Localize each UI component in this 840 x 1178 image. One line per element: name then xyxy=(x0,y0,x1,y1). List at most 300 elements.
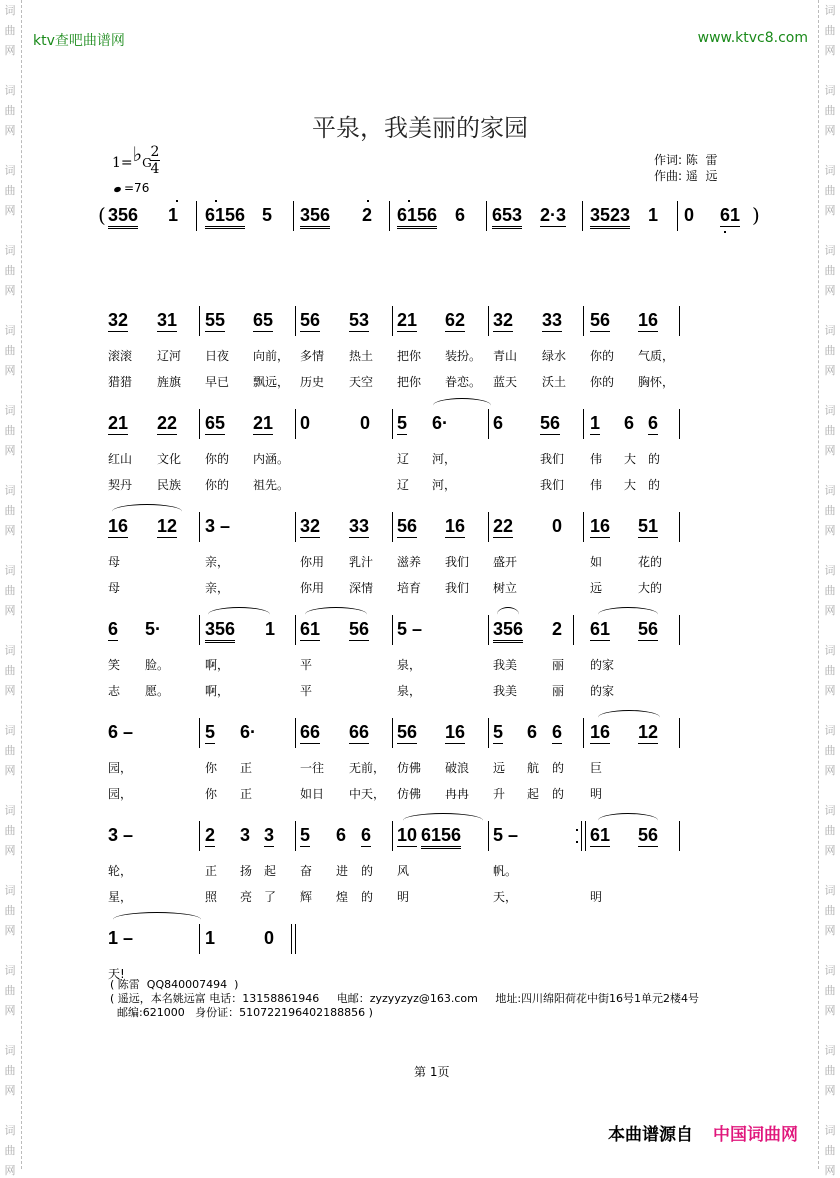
lyric-verse-2: 愿。 xyxy=(145,684,170,698)
watermark-char: 曲 xyxy=(824,744,836,757)
lyric-verse-1: 红山 xyxy=(108,452,133,466)
watermark-char: 词 xyxy=(4,564,16,577)
watermark-char: 词 xyxy=(824,4,836,17)
note-group: 3 xyxy=(240,825,251,845)
barline xyxy=(488,512,489,542)
slur-arc xyxy=(497,607,519,622)
lyric-verse-2: 明 xyxy=(590,890,603,904)
watermark-char: 词 xyxy=(4,724,16,737)
note-group: 22 xyxy=(493,516,514,536)
lyric-verse-1: 河， xyxy=(432,452,457,466)
note-group: 653 xyxy=(492,205,522,229)
lyric-verse-2: 树立 xyxy=(493,581,518,595)
lyric-verse-1: 盛开 xyxy=(493,555,518,569)
lyric-verse-2: 照 xyxy=(205,890,218,904)
barline xyxy=(582,201,583,231)
watermark-char: 词 xyxy=(824,724,836,737)
note-group: 1 xyxy=(590,413,601,433)
lyric-verse-2: 辽 xyxy=(397,478,410,492)
note-group: 21 xyxy=(397,310,418,330)
barline xyxy=(679,409,680,439)
barline xyxy=(583,512,584,542)
barline xyxy=(199,409,200,439)
flat-icon: ♭ xyxy=(132,142,143,166)
lyric-verse-1: 把你 xyxy=(397,349,422,363)
watermark-char: 曲 xyxy=(4,744,16,757)
note-group: 56 xyxy=(638,825,659,845)
watermark-char: 网 xyxy=(4,1004,16,1017)
note-group: 6156 xyxy=(205,205,245,229)
barline xyxy=(486,201,487,231)
repeat-barline xyxy=(581,821,586,851)
watermark-char: 网 xyxy=(4,604,16,617)
barline xyxy=(677,201,678,231)
watermark-char: 网 xyxy=(824,284,836,297)
note-group: 2 xyxy=(205,825,216,845)
note-group: 16 xyxy=(445,722,466,742)
lyric-verse-2: 天， xyxy=(493,890,518,904)
lyric-verse-2: 天空 xyxy=(349,375,374,389)
note-group: 61 xyxy=(300,619,321,639)
watermark-char: 网 xyxy=(824,1004,836,1017)
lyric-verse-2: 你用 xyxy=(300,581,325,595)
watermark-char: 曲 xyxy=(4,424,16,437)
lyric-verse-1: 我美 xyxy=(493,658,518,672)
repeat-dot xyxy=(576,829,578,831)
note-group: 6 – xyxy=(108,722,134,742)
lyric-verse-2: 平 xyxy=(300,684,313,698)
lyric-verse-2: 中天， xyxy=(349,787,386,801)
lyric-verse-1: 日夜 xyxy=(205,349,230,363)
lyric-verse-2: 沃土 xyxy=(542,375,567,389)
lyric-verse-2: 志 xyxy=(108,684,121,698)
lyric-verse-2: 如日 xyxy=(300,787,325,801)
lyric-verse-1: 的 xyxy=(361,864,374,878)
lyric-verse-2: 河， xyxy=(432,478,457,492)
lyric-verse-1: 起 xyxy=(264,864,277,878)
watermark-char: 网 xyxy=(824,684,836,697)
note-group: 12 xyxy=(638,722,659,742)
watermark-char: 曲 xyxy=(824,584,836,597)
lyric-verse-1: 母 xyxy=(108,555,121,569)
note-group: 22 xyxy=(157,413,178,433)
lyric-verse-1: 啊， xyxy=(205,658,230,672)
barline xyxy=(392,306,393,336)
lyric-verse-1: 滚滚 xyxy=(108,349,133,363)
watermark-char: 曲 xyxy=(824,824,836,837)
lyric-verse-1: 远 xyxy=(493,761,506,775)
note-group: 0 xyxy=(684,205,695,225)
contact-info xyxy=(110,978,699,1020)
lyric-verse-2: 我们 xyxy=(540,478,565,492)
lyric-verse-2: 培育 xyxy=(397,581,422,595)
lyric-verse-2: 远 xyxy=(590,581,603,595)
lyric-verse-1: 丽 xyxy=(552,658,565,672)
page-number: 第 1页 xyxy=(414,1065,450,1079)
watermark-char: 曲 xyxy=(4,824,16,837)
barline xyxy=(295,615,296,645)
watermark-char: 曲 xyxy=(824,344,836,357)
lyric-verse-1: 大 xyxy=(624,452,637,466)
barline xyxy=(679,718,680,748)
watermark-char: 词 xyxy=(824,564,836,577)
note-group: 12 xyxy=(157,516,178,536)
note-group: 56 xyxy=(397,516,418,536)
barline xyxy=(199,718,200,748)
lyric-verse-2: 你的 xyxy=(205,478,230,492)
watermark-char: 曲 xyxy=(4,1064,16,1077)
lyric-verse-2: 的 xyxy=(648,478,661,492)
lyric-verse-2: 仿佛 xyxy=(397,787,422,801)
watermark-char: 词 xyxy=(4,244,16,257)
slur-arc xyxy=(305,607,367,622)
barline xyxy=(295,718,296,748)
note-group: 3523 xyxy=(590,205,630,229)
watermark-char: 网 xyxy=(4,524,16,537)
note-group: 5 – xyxy=(493,825,519,845)
lyric-verse-2: 园， xyxy=(108,787,133,801)
note-group: 5 xyxy=(262,205,273,225)
lyric-verse-2: 母 xyxy=(108,581,121,595)
barline xyxy=(196,201,197,231)
watermark-char: 词 xyxy=(824,1124,836,1137)
lyric-verse-2: 正 xyxy=(240,787,253,801)
tempo-mark xyxy=(114,181,149,195)
lyric-verse-1: 你用 xyxy=(300,555,325,569)
note-group: 356 xyxy=(493,619,523,643)
lyric-verse-1: 辽 xyxy=(397,452,410,466)
note-group: 6 xyxy=(108,619,119,639)
lyric-verse-2: 伟 xyxy=(590,478,603,492)
lyric-verse-1: 仿佛 xyxy=(397,761,422,775)
note-group: 21 xyxy=(253,413,274,433)
info-line-3: 邮编:621000 身份证：510722196402188856 ) xyxy=(110,1006,373,1019)
octave-dot xyxy=(367,200,369,202)
note-group: 55 xyxy=(205,310,226,330)
watermark-char: 曲 xyxy=(4,504,16,517)
note-group: 2·3 xyxy=(540,205,567,225)
watermark-char: 词 xyxy=(824,804,836,817)
watermark-char: 词 xyxy=(4,884,16,897)
watermark-char: 曲 xyxy=(824,504,836,517)
note-group: 6 xyxy=(624,413,635,433)
note-group: 16 xyxy=(590,516,611,536)
right-watermark-column xyxy=(820,0,840,1177)
barline xyxy=(293,201,294,231)
lyric-verse-1: 园， xyxy=(108,761,133,775)
barline xyxy=(679,821,680,851)
watermark-char: 网 xyxy=(4,684,16,697)
lyric-verse-2: 历史 xyxy=(300,375,325,389)
barline xyxy=(583,718,584,748)
lyric-verse-1: 装扮。 xyxy=(445,349,482,363)
note-group: 16 xyxy=(108,516,129,536)
slur-arc xyxy=(113,912,201,927)
lyric-verse-2: 的家 xyxy=(590,684,615,698)
lyric-verse-1: 的 xyxy=(552,761,565,775)
watermark-char: 曲 xyxy=(824,984,836,997)
lyric-verse-1: 正 xyxy=(205,864,218,878)
note-group: 61 xyxy=(720,205,741,225)
info-line-1: ( 陈雷 QQ840007494 ) xyxy=(110,978,239,991)
watermark-char: 词 xyxy=(4,4,16,17)
lyric-verse-1: 风 xyxy=(397,864,410,878)
watermark-char: 词 xyxy=(824,324,836,337)
lyric-verse-1: 你 xyxy=(205,761,218,775)
lyric-verse-1: 伟 xyxy=(590,452,603,466)
lyric-verse-1: 笑 xyxy=(108,658,121,672)
lyric-verse-2: 亮 xyxy=(240,890,253,904)
slur-arc xyxy=(208,607,270,622)
octave-dot xyxy=(176,200,178,202)
lyric-verse-1: 泉， xyxy=(397,658,422,672)
note-group: 5 xyxy=(493,722,504,742)
watermark-char: 网 xyxy=(824,364,836,377)
lyric-verse-2: 泉， xyxy=(397,684,422,698)
watermark-char: 网 xyxy=(824,444,836,457)
lyric-verse-1: 天! xyxy=(108,967,125,981)
watermark-char: 网 xyxy=(4,764,16,777)
note-group: 3 – xyxy=(108,825,134,845)
source-label: 本曲谱源自 xyxy=(608,1125,693,1145)
lyric-verse-2: 蓝天 xyxy=(493,375,518,389)
barline xyxy=(583,306,584,336)
watermark-char: 网 xyxy=(824,1164,836,1177)
note-group: 66 xyxy=(300,722,321,742)
barline xyxy=(392,512,393,542)
watermark-char: 网 xyxy=(4,924,16,937)
note-group: 31 xyxy=(157,310,178,330)
lyric-verse-2: 飘远， xyxy=(253,375,290,389)
key-note: G xyxy=(142,156,152,170)
note-group: 56 xyxy=(349,619,370,639)
barline xyxy=(199,821,200,851)
note-group: 61 xyxy=(590,825,611,845)
lyric-verse-2: 了 xyxy=(264,890,277,904)
watermark-char: 网 xyxy=(824,44,836,57)
watermark-char: 词 xyxy=(4,404,16,417)
note-group: 6· xyxy=(240,722,257,742)
lyric-verse-1: 你的 xyxy=(205,452,230,466)
lyric-verse-2: 升 xyxy=(493,787,506,801)
note-group: 2 xyxy=(552,619,563,639)
lyric-verse-2: 起 xyxy=(527,787,540,801)
lyric-verse-1: 进 xyxy=(336,864,349,878)
barline xyxy=(392,821,393,851)
right-dashed-border xyxy=(818,0,819,1169)
watermark-char: 曲 xyxy=(4,664,16,677)
lyric-verse-2: 的 xyxy=(361,890,374,904)
note-group: 53 xyxy=(349,310,370,330)
left-dashed-border xyxy=(21,0,22,1169)
lyric-verse-1: 青山 xyxy=(493,349,518,363)
octave-dot xyxy=(724,231,726,233)
watermark-char: 词 xyxy=(824,404,836,417)
lyric-verse-1: 无前， xyxy=(349,761,386,775)
watermark-char: 词 xyxy=(4,164,16,177)
lyric-verse-2: 的 xyxy=(552,787,565,801)
barline xyxy=(199,512,200,542)
octave-dot xyxy=(215,200,217,202)
watermark-char: 网 xyxy=(4,1164,16,1177)
note-group: 0 xyxy=(360,413,371,433)
note-group: 6· xyxy=(432,413,449,433)
lyric-verse-1: 辽河 xyxy=(157,349,182,363)
watermark-char: 词 xyxy=(4,1124,16,1137)
note-group: 33 xyxy=(349,516,370,536)
note-group: 66 xyxy=(349,722,370,742)
lyric-verse-2: 明 xyxy=(590,787,603,801)
watermark-char: 曲 xyxy=(824,424,836,437)
barline xyxy=(488,615,489,645)
lyric-verse-1: 的 xyxy=(648,452,661,466)
slur-arc xyxy=(598,710,660,725)
watermark-char: 曲 xyxy=(824,184,836,197)
note-group: 56 xyxy=(590,310,611,330)
note-group: 56 xyxy=(300,310,321,330)
watermark-char: 网 xyxy=(4,364,16,377)
barline xyxy=(679,512,680,542)
lyric-verse-1: 我们 xyxy=(445,555,470,569)
note-group: 356 xyxy=(300,205,330,229)
watermark-char: 网 xyxy=(824,524,836,537)
repeat-dot xyxy=(576,841,578,843)
watermark-char: 曲 xyxy=(824,664,836,677)
lyric-verse-2: 眷恋。 xyxy=(445,375,482,389)
note-group: 16 xyxy=(445,516,466,536)
site-url[interactable]: www.ktvc8.com xyxy=(697,30,808,46)
slur-arc xyxy=(403,813,483,828)
watermark-char: 网 xyxy=(824,844,836,857)
note-group: 5· xyxy=(145,619,162,639)
lyric-verse-2: 猎猎 xyxy=(108,375,133,389)
note-group: 1 xyxy=(205,928,216,948)
barline xyxy=(392,615,393,645)
lyric-verse-1: 破浪 xyxy=(445,761,470,775)
credits xyxy=(654,152,718,184)
watermark-char: 曲 xyxy=(824,1064,836,1077)
note-group: 1 – xyxy=(108,928,134,948)
key-signature xyxy=(112,142,152,172)
barline xyxy=(488,821,489,851)
note-group: 0 xyxy=(264,928,275,948)
lyric-verse-1: 平 xyxy=(300,658,313,672)
watermark-char: 词 xyxy=(824,884,836,897)
note-group: 51 xyxy=(638,516,659,536)
slur-arc xyxy=(598,607,658,622)
tempo-value: =76 xyxy=(124,181,150,195)
watermark-char: 网 xyxy=(824,204,836,217)
note-group: 1 xyxy=(648,205,659,225)
note-group: 6 xyxy=(361,825,372,845)
note-group: 32 xyxy=(108,310,129,330)
time-bottom: 4 xyxy=(150,161,160,177)
barline xyxy=(295,409,296,439)
note-group: 6 xyxy=(527,722,538,742)
lyric-verse-1: 轮， xyxy=(108,864,133,878)
lyric-verse-2: 民族 xyxy=(157,478,182,492)
open-paren: ( xyxy=(98,203,106,227)
lyric-verse-2: 星， xyxy=(108,890,133,904)
source-site-link[interactable]: 中国词曲网 xyxy=(713,1125,798,1145)
note-group: 5 – xyxy=(397,619,423,639)
barline xyxy=(392,409,393,439)
watermark-char: 网 xyxy=(4,44,16,57)
info-line-2: ( 遥远，本名姚远富 电话：13158861946 电邮：zyzyyzyz@163.com 地址:四川绵阳荷花中街16号1单元2楼4号 xyxy=(110,992,700,1005)
watermark-char: 曲 xyxy=(4,104,16,117)
note-group: 32 xyxy=(493,310,514,330)
lyric-verse-1: 的家 xyxy=(590,658,615,672)
barline xyxy=(199,306,200,336)
lyric-verse-2: 丽 xyxy=(552,684,565,698)
note-group: 5 xyxy=(205,722,216,742)
note-group: 62 xyxy=(445,310,466,330)
note-group: 16 xyxy=(638,310,659,330)
lyric-verse-2: 我们 xyxy=(445,581,470,595)
lyric-verse-1: 绿水 xyxy=(542,349,567,363)
slur-arc xyxy=(112,504,182,519)
watermark-char: 词 xyxy=(824,244,836,257)
note-group: 56 xyxy=(638,619,659,639)
note-group: 21 xyxy=(108,413,129,433)
note-group: 1 xyxy=(265,619,276,639)
lyric-verse-1: 热土 xyxy=(349,349,374,363)
lyric-verse-2: 祖先。 xyxy=(253,478,290,492)
note-group: 33 xyxy=(542,310,563,330)
lyric-verse-1: 帆。 xyxy=(493,864,518,878)
note-group: 3 – xyxy=(205,516,231,536)
composer: 作曲: 遥 远 xyxy=(654,169,718,183)
lyric-verse-2: 深情 xyxy=(349,581,374,595)
lyric-verse-2: 你的 xyxy=(590,375,615,389)
lyric-verse-2: 煌 xyxy=(336,890,349,904)
note-group: 6 xyxy=(336,825,347,845)
watermark-char: 词 xyxy=(4,324,16,337)
lyric-verse-2: 大 xyxy=(624,478,637,492)
lyric-verse-2: 契丹 xyxy=(108,478,133,492)
note-group: 65 xyxy=(253,310,274,330)
lyric-verse-1: 多情 xyxy=(300,349,325,363)
barline xyxy=(488,306,489,336)
barline xyxy=(679,306,680,336)
watermark-char: 词 xyxy=(824,644,836,657)
note-group: 356 xyxy=(108,205,138,229)
note-group: 5 xyxy=(300,825,311,845)
watermark-char: 词 xyxy=(824,1044,836,1057)
lyric-verse-1: 向前， xyxy=(253,349,290,363)
time-top: 2 xyxy=(150,144,160,160)
note-group: 6 xyxy=(648,413,659,433)
note-group: 6156 xyxy=(397,205,437,229)
lyric-verse-2: 胸怀， xyxy=(638,375,675,389)
lyric-verse-1: 气质， xyxy=(638,349,675,363)
note-group: 2 xyxy=(362,205,373,225)
lyric-verse-2: 把你 xyxy=(397,375,422,389)
site-name: ktv查吧曲谱网 xyxy=(33,33,125,49)
lyricist: 作词: 陈 雷 xyxy=(654,153,718,167)
lyric-verse-2: 早已 xyxy=(205,375,230,389)
barline xyxy=(199,615,200,645)
watermark-char: 网 xyxy=(4,284,16,297)
watermark-char: 曲 xyxy=(4,24,16,37)
slur-arc xyxy=(598,813,658,828)
time-signature xyxy=(150,144,160,177)
close-paren: ) xyxy=(752,203,760,227)
barline xyxy=(295,512,296,542)
lyric-verse-2: 大的 xyxy=(638,581,663,595)
watermark-char: 曲 xyxy=(824,24,836,37)
watermark-char: 曲 xyxy=(4,344,16,357)
